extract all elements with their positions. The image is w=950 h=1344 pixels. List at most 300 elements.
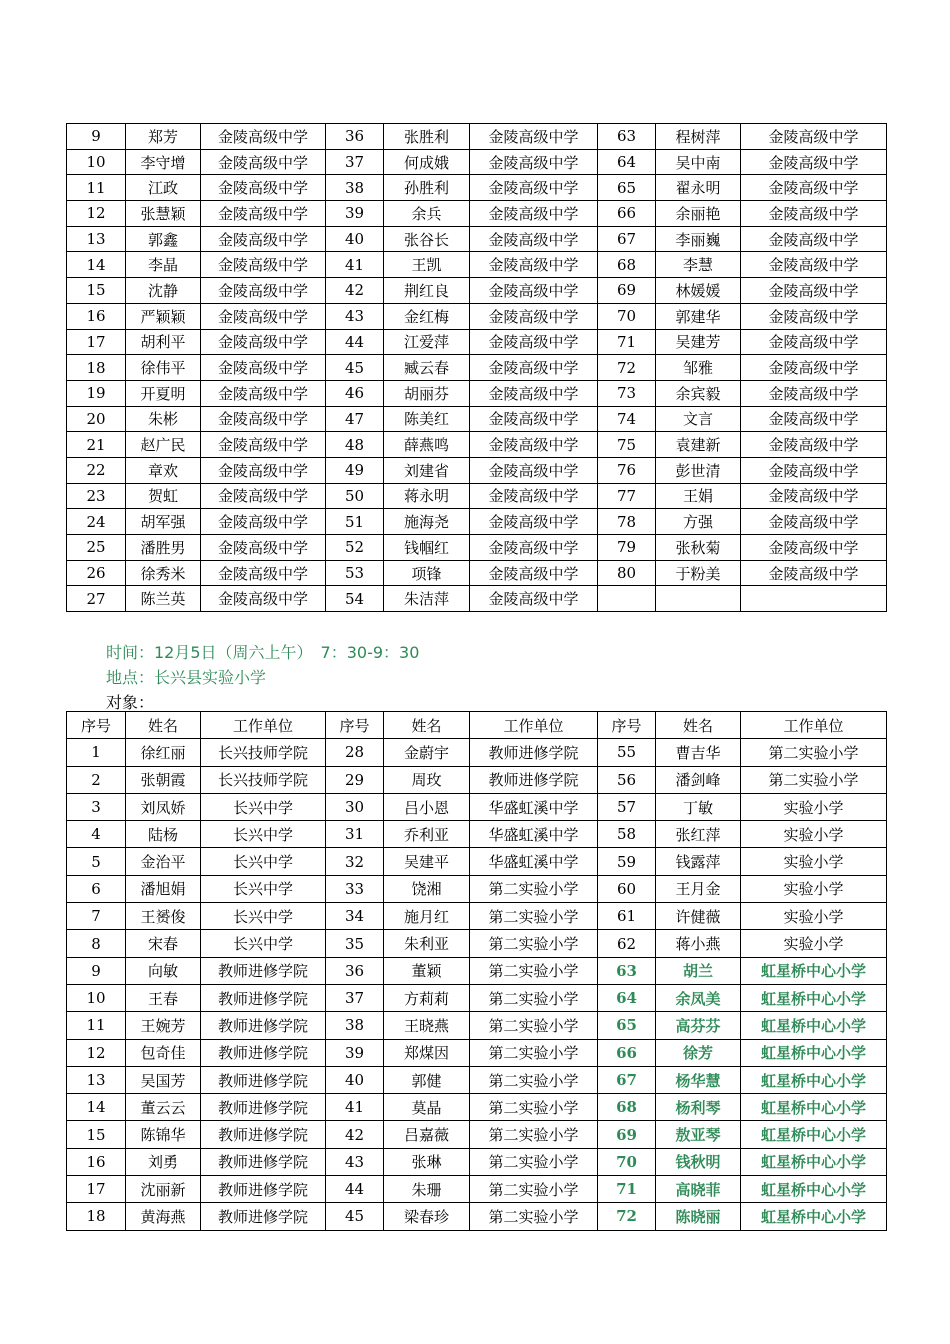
table-row bbox=[67, 1039, 887, 1066]
seq-cell: 29 bbox=[326, 766, 384, 793]
column-header: 序号 bbox=[326, 712, 384, 739]
name-cell: 刘凤娇 bbox=[126, 793, 201, 820]
table-row bbox=[67, 930, 887, 957]
seq-cell: 17 bbox=[67, 329, 126, 355]
seq-cell: 40 bbox=[326, 226, 384, 252]
unit-cell: 金陵高级中学 bbox=[470, 535, 598, 561]
seq-cell: 22 bbox=[67, 457, 126, 483]
name-cell: 何成娥 bbox=[384, 149, 470, 175]
unit-cell: 第二实验小学 bbox=[470, 1066, 598, 1093]
unit-cell: 金陵高级中学 bbox=[741, 329, 887, 355]
unit-cell: 金陵高级中学 bbox=[201, 175, 326, 201]
unit-cell: 实验小学 bbox=[741, 903, 887, 930]
table-row bbox=[67, 1121, 887, 1148]
table-row bbox=[67, 1012, 887, 1039]
unit-cell: 金陵高级中学 bbox=[741, 278, 887, 304]
seq-cell: 41 bbox=[326, 252, 384, 278]
unit-cell: 金陵高级中学 bbox=[470, 201, 598, 227]
name-cell: 敖亚琴 bbox=[656, 1121, 741, 1148]
unit-cell: 金陵高级中学 bbox=[741, 483, 887, 509]
name-cell: 莫晶 bbox=[384, 1094, 470, 1121]
unit-cell: 虹星桥中心小学 bbox=[741, 1203, 887, 1230]
seq-cell: 36 bbox=[326, 957, 384, 984]
unit-cell: 金陵高级中学 bbox=[201, 252, 326, 278]
seq-cell: 47 bbox=[326, 406, 384, 432]
table-row bbox=[67, 793, 887, 820]
seq-cell: 8 bbox=[67, 930, 126, 957]
seq-cell: 74 bbox=[598, 406, 656, 432]
name-cell: 李晶 bbox=[126, 252, 201, 278]
name-cell: 钱帼红 bbox=[384, 535, 470, 561]
seq-cell: 15 bbox=[67, 1121, 126, 1148]
name-cell: 钱露萍 bbox=[656, 848, 741, 875]
name-cell: 项锋 bbox=[384, 560, 470, 586]
name-cell: 金红梅 bbox=[384, 303, 470, 329]
name-cell: 刘建省 bbox=[384, 457, 470, 483]
seq-cell: 33 bbox=[326, 875, 384, 902]
seq-cell: 66 bbox=[598, 201, 656, 227]
unit-cell: 第二实验小学 bbox=[470, 1176, 598, 1203]
table-row bbox=[67, 984, 887, 1011]
seq-cell: 4 bbox=[67, 821, 126, 848]
unit-cell: 金陵高级中学 bbox=[741, 303, 887, 329]
name-cell: 胡军强 bbox=[126, 509, 201, 535]
table-row bbox=[67, 1066, 887, 1093]
table-row bbox=[67, 278, 887, 304]
name-cell: 郭健 bbox=[384, 1066, 470, 1093]
name-cell: 施月红 bbox=[384, 903, 470, 930]
seq-cell: 46 bbox=[326, 380, 384, 406]
seq-cell: 63 bbox=[598, 124, 656, 150]
name-cell: 张谷长 bbox=[384, 226, 470, 252]
name-cell: 张朝霞 bbox=[126, 766, 201, 793]
name-cell: 陈晓丽 bbox=[656, 1203, 741, 1230]
name-cell: 徐秀米 bbox=[126, 560, 201, 586]
name-cell: 严颖颖 bbox=[126, 303, 201, 329]
seq-cell: 44 bbox=[326, 329, 384, 355]
name-cell: 王春 bbox=[126, 984, 201, 1011]
unit-cell: 教师进修学院 bbox=[201, 1121, 326, 1148]
unit-cell: 第二实验小学 bbox=[470, 1148, 598, 1175]
name-cell: 孙胜利 bbox=[384, 175, 470, 201]
seq-cell: 43 bbox=[326, 303, 384, 329]
name-cell: 王月金 bbox=[656, 875, 741, 902]
seq-cell: 68 bbox=[598, 1094, 656, 1121]
name-cell: 吕小恩 bbox=[384, 793, 470, 820]
name-cell: 王婉芳 bbox=[126, 1012, 201, 1039]
name-cell: 文言 bbox=[656, 406, 741, 432]
unit-cell: 教师进修学院 bbox=[201, 1176, 326, 1203]
name-cell: 陆杨 bbox=[126, 821, 201, 848]
seq-cell: 76 bbox=[598, 457, 656, 483]
name-cell: 郭鑫 bbox=[126, 226, 201, 252]
name-cell: 方强 bbox=[656, 509, 741, 535]
name-cell: 于粉美 bbox=[656, 560, 741, 586]
unit-cell: 华盛虹溪中学 bbox=[470, 848, 598, 875]
unit-cell: 金陵高级中学 bbox=[470, 483, 598, 509]
name-cell: 潘旭娟 bbox=[126, 875, 201, 902]
seq-cell: 51 bbox=[326, 509, 384, 535]
name-cell: 宋春 bbox=[126, 930, 201, 957]
name-cell: 蒋永明 bbox=[384, 483, 470, 509]
unit-cell: 金陵高级中学 bbox=[201, 457, 326, 483]
unit-cell: 长兴中学 bbox=[201, 793, 326, 820]
unit-cell: 金陵高级中学 bbox=[741, 432, 887, 458]
column-header: 序号 bbox=[67, 712, 126, 739]
name-cell: 张红萍 bbox=[656, 821, 741, 848]
unit-cell: 金陵高级中学 bbox=[470, 226, 598, 252]
unit-cell: 实验小学 bbox=[741, 793, 887, 820]
seq-cell: 12 bbox=[67, 1039, 126, 1066]
unit-cell: 教师进修学院 bbox=[201, 984, 326, 1011]
name-cell: 程树萍 bbox=[656, 124, 741, 150]
unit-cell: 教师进修学院 bbox=[470, 766, 598, 793]
name-cell: 江爱萍 bbox=[384, 329, 470, 355]
table-row bbox=[67, 303, 887, 329]
unit-cell: 金陵高级中学 bbox=[741, 226, 887, 252]
seq-cell: 27 bbox=[67, 586, 126, 612]
unit-cell: 教师进修学院 bbox=[201, 1066, 326, 1093]
unit-cell: 长兴中学 bbox=[201, 848, 326, 875]
name-cell: 王凯 bbox=[384, 252, 470, 278]
seq-cell: 42 bbox=[326, 1121, 384, 1148]
seq-cell: 37 bbox=[326, 149, 384, 175]
session-place: 地点：长兴县实验小学 bbox=[106, 668, 267, 687]
unit-cell: 金陵高级中学 bbox=[741, 175, 887, 201]
unit-cell: 金陵高级中学 bbox=[201, 535, 326, 561]
unit-cell: 金陵高级中学 bbox=[201, 432, 326, 458]
name-cell: 曹吉华 bbox=[656, 739, 741, 766]
seq-cell: 77 bbox=[598, 483, 656, 509]
unit-cell: 虹星桥中心小学 bbox=[741, 1012, 887, 1039]
name-cell: 徐芳 bbox=[656, 1039, 741, 1066]
session-target-label: 对象： bbox=[106, 693, 155, 712]
seq-cell: 10 bbox=[67, 149, 126, 175]
name-cell: 胡丽芬 bbox=[384, 380, 470, 406]
unit-cell: 金陵高级中学 bbox=[470, 380, 598, 406]
seq-cell: 73 bbox=[598, 380, 656, 406]
seq-cell: 9 bbox=[67, 957, 126, 984]
unit-cell: 第二实验小学 bbox=[470, 1121, 598, 1148]
unit-cell: 长兴技师学院 bbox=[201, 739, 326, 766]
name-cell: 沈丽新 bbox=[126, 1176, 201, 1203]
seq-cell: 21 bbox=[67, 432, 126, 458]
table-row bbox=[67, 252, 887, 278]
name-cell: 李慧 bbox=[656, 252, 741, 278]
seq-cell: 24 bbox=[67, 509, 126, 535]
unit-cell: 金陵高级中学 bbox=[741, 355, 887, 381]
seq-cell: 67 bbox=[598, 1066, 656, 1093]
seq-cell: 36 bbox=[326, 124, 384, 150]
table-row bbox=[67, 903, 887, 930]
unit-cell: 教师进修学院 bbox=[201, 1012, 326, 1039]
seq-cell: 34 bbox=[326, 903, 384, 930]
name-cell: 胡兰 bbox=[656, 957, 741, 984]
unit-cell: 教师进修学院 bbox=[201, 1094, 326, 1121]
unit-cell: 金陵高级中学 bbox=[741, 149, 887, 175]
name-cell: 吴建平 bbox=[384, 848, 470, 875]
unit-cell: 第二实验小学 bbox=[470, 984, 598, 1011]
unit-cell: 第二实验小学 bbox=[470, 930, 598, 957]
seq-cell: 16 bbox=[67, 1148, 126, 1175]
unit-cell: 金陵高级中学 bbox=[201, 586, 326, 612]
seq-cell: 11 bbox=[67, 1012, 126, 1039]
unit-cell: 金陵高级中学 bbox=[741, 124, 887, 150]
seq-cell: 30 bbox=[326, 793, 384, 820]
unit-cell: 虹星桥中心小学 bbox=[741, 1121, 887, 1148]
seq-cell: 65 bbox=[598, 175, 656, 201]
seq-cell: 7 bbox=[67, 903, 126, 930]
unit-cell: 金陵高级中学 bbox=[741, 535, 887, 561]
seq-cell: 58 bbox=[598, 821, 656, 848]
name-cell: 董颖 bbox=[384, 957, 470, 984]
seq-cell: 17 bbox=[67, 1176, 126, 1203]
name-cell: 朱利亚 bbox=[384, 930, 470, 957]
seq-cell: 41 bbox=[326, 1094, 384, 1121]
unit-cell bbox=[741, 586, 887, 612]
name-cell: 余宾毅 bbox=[656, 380, 741, 406]
unit-cell: 金陵高级中学 bbox=[201, 278, 326, 304]
table-row bbox=[67, 226, 887, 252]
seq-cell: 15 bbox=[67, 278, 126, 304]
seq-cell: 54 bbox=[326, 586, 384, 612]
table-row bbox=[67, 432, 887, 458]
seq-cell: 44 bbox=[326, 1176, 384, 1203]
name-cell: 金蔚宇 bbox=[384, 739, 470, 766]
name-cell: 朱洁萍 bbox=[384, 586, 470, 612]
name-cell: 陈锦华 bbox=[126, 1121, 201, 1148]
name-cell: 余丽艳 bbox=[656, 201, 741, 227]
name-cell: 朱珊 bbox=[384, 1176, 470, 1203]
unit-cell: 金陵高级中学 bbox=[201, 509, 326, 535]
name-cell: 余凤美 bbox=[656, 984, 741, 1011]
name-cell: 杨利琴 bbox=[656, 1094, 741, 1121]
seq-cell: 20 bbox=[67, 406, 126, 432]
name-cell: 臧云春 bbox=[384, 355, 470, 381]
name-cell: 开夏明 bbox=[126, 380, 201, 406]
column-header: 姓名 bbox=[656, 712, 741, 739]
table-row bbox=[67, 560, 887, 586]
seq-cell: 53 bbox=[326, 560, 384, 586]
name-cell: 吴建芳 bbox=[656, 329, 741, 355]
unit-cell: 教师进修学院 bbox=[201, 1039, 326, 1066]
unit-cell: 第二实验小学 bbox=[741, 739, 887, 766]
name-cell: 施海尧 bbox=[384, 509, 470, 535]
column-header: 工作单位 bbox=[741, 712, 887, 739]
seq-cell: 3 bbox=[67, 793, 126, 820]
seq-cell: 12 bbox=[67, 201, 126, 227]
unit-cell: 教师进修学院 bbox=[201, 1203, 326, 1230]
seq-cell: 13 bbox=[67, 226, 126, 252]
name-cell: 李守增 bbox=[126, 149, 201, 175]
name-cell: 周玫 bbox=[384, 766, 470, 793]
name-cell: 邹雅 bbox=[656, 355, 741, 381]
name-cell: 徐伟平 bbox=[126, 355, 201, 381]
table-row bbox=[67, 848, 887, 875]
seq-cell: 18 bbox=[67, 1203, 126, 1230]
column-header: 姓名 bbox=[126, 712, 201, 739]
session-time: 时间：12月5日（周六上午） 7：30-9：30 bbox=[106, 643, 420, 662]
table-row bbox=[67, 586, 887, 612]
seq-cell: 70 bbox=[598, 1148, 656, 1175]
table-row bbox=[67, 329, 887, 355]
name-cell: 吴国芳 bbox=[126, 1066, 201, 1093]
table-row bbox=[67, 535, 887, 561]
name-cell: 薛燕鸣 bbox=[384, 432, 470, 458]
name-cell: 李丽巍 bbox=[656, 226, 741, 252]
unit-cell: 金陵高级中学 bbox=[201, 149, 326, 175]
name-cell: 朱彬 bbox=[126, 406, 201, 432]
unit-cell: 教师进修学院 bbox=[201, 957, 326, 984]
name-cell: 郑煤因 bbox=[384, 1039, 470, 1066]
table-row bbox=[67, 355, 887, 381]
name-cell: 吴中南 bbox=[656, 149, 741, 175]
seq-cell: 72 bbox=[598, 1203, 656, 1230]
name-cell: 刘勇 bbox=[126, 1148, 201, 1175]
seq-cell: 75 bbox=[598, 432, 656, 458]
name-cell: 赵广民 bbox=[126, 432, 201, 458]
seq-cell: 14 bbox=[67, 252, 126, 278]
unit-cell: 金陵高级中学 bbox=[201, 483, 326, 509]
unit-cell: 金陵高级中学 bbox=[470, 560, 598, 586]
name-cell: 许健薇 bbox=[656, 903, 741, 930]
seq-cell bbox=[598, 586, 656, 612]
seq-cell: 1 bbox=[67, 739, 126, 766]
unit-cell: 虹星桥中心小学 bbox=[741, 1148, 887, 1175]
seq-cell: 14 bbox=[67, 1094, 126, 1121]
unit-cell: 金陵高级中学 bbox=[741, 406, 887, 432]
unit-cell: 长兴技师学院 bbox=[201, 766, 326, 793]
seq-cell: 72 bbox=[598, 355, 656, 381]
table-row bbox=[67, 957, 887, 984]
name-cell: 陈兰英 bbox=[126, 586, 201, 612]
column-header: 姓名 bbox=[384, 712, 470, 739]
name-cell: 金治平 bbox=[126, 848, 201, 875]
unit-cell: 金陵高级中学 bbox=[470, 175, 598, 201]
seq-cell: 39 bbox=[326, 201, 384, 227]
seq-cell: 38 bbox=[326, 175, 384, 201]
seq-cell: 2 bbox=[67, 766, 126, 793]
unit-cell: 虹星桥中心小学 bbox=[741, 1094, 887, 1121]
seq-cell: 23 bbox=[67, 483, 126, 509]
seq-cell: 67 bbox=[598, 226, 656, 252]
name-cell: 杨华慧 bbox=[656, 1066, 741, 1093]
seq-cell: 5 bbox=[67, 848, 126, 875]
seq-cell: 38 bbox=[326, 1012, 384, 1039]
seq-cell: 57 bbox=[598, 793, 656, 820]
seq-cell: 31 bbox=[326, 821, 384, 848]
seq-cell: 43 bbox=[326, 1148, 384, 1175]
name-cell: 张胜利 bbox=[384, 124, 470, 150]
name-cell: 章欢 bbox=[126, 457, 201, 483]
seq-cell: 37 bbox=[326, 984, 384, 1011]
name-cell: 潘胜男 bbox=[126, 535, 201, 561]
seq-cell: 59 bbox=[598, 848, 656, 875]
name-cell: 蒋小燕 bbox=[656, 930, 741, 957]
seq-cell: 10 bbox=[67, 984, 126, 1011]
seq-cell: 42 bbox=[326, 278, 384, 304]
unit-cell: 金陵高级中学 bbox=[741, 252, 887, 278]
unit-cell: 实验小学 bbox=[741, 930, 887, 957]
name-cell: 沈静 bbox=[126, 278, 201, 304]
name-cell: 高晓菲 bbox=[656, 1176, 741, 1203]
unit-cell: 教师进修学院 bbox=[470, 739, 598, 766]
name-cell: 贺虹 bbox=[126, 483, 201, 509]
name-cell: 荆红良 bbox=[384, 278, 470, 304]
name-cell: 彭世清 bbox=[656, 457, 741, 483]
name-cell: 张秋菊 bbox=[656, 535, 741, 561]
table-row bbox=[67, 175, 887, 201]
seq-cell: 64 bbox=[598, 984, 656, 1011]
unit-cell: 长兴中学 bbox=[201, 903, 326, 930]
unit-cell: 金陵高级中学 bbox=[201, 201, 326, 227]
unit-cell: 金陵高级中学 bbox=[741, 560, 887, 586]
table-row bbox=[67, 457, 887, 483]
unit-cell: 金陵高级中学 bbox=[741, 380, 887, 406]
unit-cell: 金陵高级中学 bbox=[470, 586, 598, 612]
unit-cell: 虹星桥中心小学 bbox=[741, 957, 887, 984]
unit-cell: 金陵高级中学 bbox=[201, 226, 326, 252]
unit-cell: 第二实验小学 bbox=[470, 1012, 598, 1039]
unit-cell: 金陵高级中学 bbox=[201, 329, 326, 355]
name-cell: 向敏 bbox=[126, 957, 201, 984]
unit-cell: 金陵高级中学 bbox=[470, 457, 598, 483]
seq-cell: 60 bbox=[598, 875, 656, 902]
seq-cell: 71 bbox=[598, 1176, 656, 1203]
seq-cell: 39 bbox=[326, 1039, 384, 1066]
attendee-table-1 bbox=[66, 123, 887, 612]
unit-cell: 实验小学 bbox=[741, 821, 887, 848]
name-cell: 林媛媛 bbox=[656, 278, 741, 304]
name-cell: 董云云 bbox=[126, 1094, 201, 1121]
column-header: 工作单位 bbox=[470, 712, 598, 739]
seq-cell: 69 bbox=[598, 278, 656, 304]
unit-cell: 华盛虹溪中学 bbox=[470, 821, 598, 848]
seq-cell: 68 bbox=[598, 252, 656, 278]
name-cell: 王赟俊 bbox=[126, 903, 201, 930]
unit-cell: 金陵高级中学 bbox=[201, 560, 326, 586]
seq-cell: 26 bbox=[67, 560, 126, 586]
seq-cell: 28 bbox=[326, 739, 384, 766]
name-cell: 翟永明 bbox=[656, 175, 741, 201]
table-row bbox=[67, 509, 887, 535]
unit-cell: 金陵高级中学 bbox=[201, 406, 326, 432]
seq-cell: 9 bbox=[67, 124, 126, 150]
seq-cell: 78 bbox=[598, 509, 656, 535]
seq-cell: 63 bbox=[598, 957, 656, 984]
name-cell: 胡利平 bbox=[126, 329, 201, 355]
seq-cell: 71 bbox=[598, 329, 656, 355]
name-cell: 郭建华 bbox=[656, 303, 741, 329]
name-cell: 黄海燕 bbox=[126, 1203, 201, 1230]
table-row bbox=[67, 1148, 887, 1175]
name-cell: 钱秋明 bbox=[656, 1148, 741, 1175]
unit-cell: 第二实验小学 bbox=[470, 957, 598, 984]
seq-cell: 55 bbox=[598, 739, 656, 766]
seq-cell: 11 bbox=[67, 175, 126, 201]
unit-cell: 金陵高级中学 bbox=[741, 201, 887, 227]
seq-cell: 6 bbox=[67, 875, 126, 902]
unit-cell: 金陵高级中学 bbox=[470, 278, 598, 304]
seq-cell: 52 bbox=[326, 535, 384, 561]
seq-cell: 70 bbox=[598, 303, 656, 329]
table-row bbox=[67, 739, 887, 766]
name-cell: 张琳 bbox=[384, 1148, 470, 1175]
name-cell: 袁建新 bbox=[656, 432, 741, 458]
name-cell: 余兵 bbox=[384, 201, 470, 227]
table-header-row bbox=[67, 712, 887, 739]
table-row bbox=[67, 875, 887, 902]
